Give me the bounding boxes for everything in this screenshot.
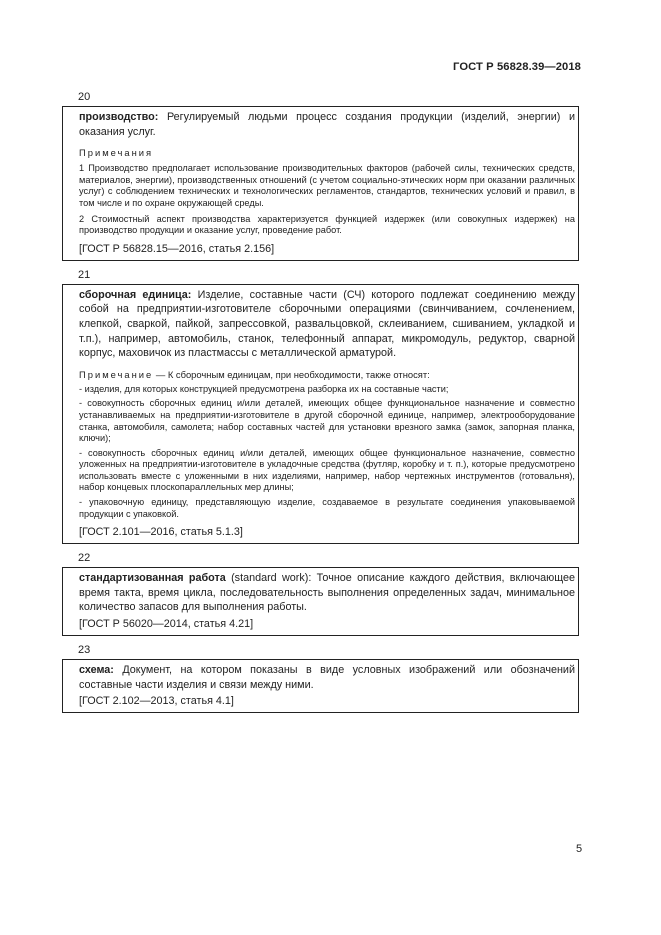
term: стандартизованная работа [79, 572, 226, 585]
note-label: Примечание [79, 368, 154, 380]
note-intro: — К сборочным единицам, при необходимости, также относят: [153, 368, 430, 380]
entry-number: 22 [78, 552, 91, 565]
note-item: - упаковочную единицу, представляющую изделие, создаваемое в результате соединения упаковываемой продукции с упаковкой. [79, 497, 575, 519]
definition-text: Точное описание каждого действия, включающее время такта, время цикла, последовательность выполнения определенных задач, минимальное количество запасов для выполнения работы. [79, 572, 575, 614]
definition-text: Документ, на котором показаны в виде условных изображений или обозначений составные части изделия и связи между ними. [79, 664, 575, 691]
term-box [62, 659, 579, 713]
note-item: - совокупность сборочных единиц и/или деталей, имеющих общее функциональное назначение, совместно уложенных на предприятии-изготовителе в укладочные средства (футляр, коробку и т. п.), которые предусмотрено использовать вместе с уложенными в них изделиями, например, набор чертежных инструментов (готовальня), набор концевых плоскопараллельных мер длины; [79, 447, 575, 493]
term-entry-22 [62, 549, 579, 636]
entry-number: 20 [78, 91, 91, 103]
note-text: 1 Производство предполагает использование производительных факторов (рабочей силы, технических средств, материалов, энергии), производственных отношений (с учетом социально-этических норм при оказании различных услуг) с соблюдением технических и технологических регламентов, стандартов, технических условий и правил, в том числе и по охране окружающей среды. [79, 163, 575, 208]
document-header: ГОСТ Р 56828.39—2018 [453, 61, 581, 73]
term-box [62, 284, 579, 545]
term-entry-20 [62, 88, 579, 261]
note-heading [79, 147, 575, 159]
note-text: 2 Стоимостный аспект производства характеризуется функцией издержек (или совокупных издержек) на производство продукции и оказание услуг, проведение работ. [79, 213, 575, 236]
page-number: 5 [576, 843, 583, 855]
definition [79, 288, 575, 361]
source-reference: [ГОСТ 2.101—2016, статья 5.1.3] [79, 526, 243, 539]
term-entry-23 [62, 641, 579, 713]
terms-list [62, 88, 579, 718]
entry-number: 21 [78, 268, 91, 281]
definition-text: Регулируемый людьми процесс создания продукции (изделий, энергии) и оказания услуг. [79, 111, 576, 138]
term-box [62, 106, 579, 261]
term: производство: [79, 111, 159, 123]
term-entry-21 [62, 266, 579, 545]
note-heading [79, 369, 575, 381]
definition [79, 571, 575, 615]
definition-text: Изделие, составные части (СЧ) которого подлежат соединению между собой на предприятии-изготовителе сборочными операциями (свинчиванием, сочленением, клепкой, сваркой, пайкой, запрессовкой, развальцовкой, склеиванием, сшиванием, укладкой и т.п.), например, автомобиль, станок, телефонный аппарат, микромодуль, редуктор, сварной корпус, маховичок из пластмассы с металлической арматурой. [79, 288, 575, 360]
source-reference: [ГОСТ Р 56828.15—2016, статья 2.156] [79, 242, 275, 255]
note-item: - изделия, для которых конструкцией предусмотрена разборка их на составные части; [79, 383, 449, 394]
definition [79, 663, 575, 692]
term: сборочная единица: [79, 288, 192, 301]
term: схема: [79, 664, 114, 677]
source-reference: [ГОСТ Р 56020—2014, статья 4.21] [79, 618, 254, 631]
note-label: Примечания [79, 147, 154, 159]
note-item: - совокупность сборочных единиц и/или деталей, имеющих общее функциональное назначение и совместно устанавливаемых на предприятии-изготовителе в другой сборочной единице, например, электрооборудование станка, автомобиля, самолета; набор составных частей для установки врезного замка (замок, запорная планка, ключи); [79, 398, 575, 444]
term-box [62, 567, 579, 636]
entry-number: 23 [78, 644, 91, 657]
term-english: (standard work): [225, 572, 312, 585]
source-reference: [ГОСТ 2.102—2013, статья 4.1] [79, 695, 234, 708]
definition [79, 110, 575, 139]
